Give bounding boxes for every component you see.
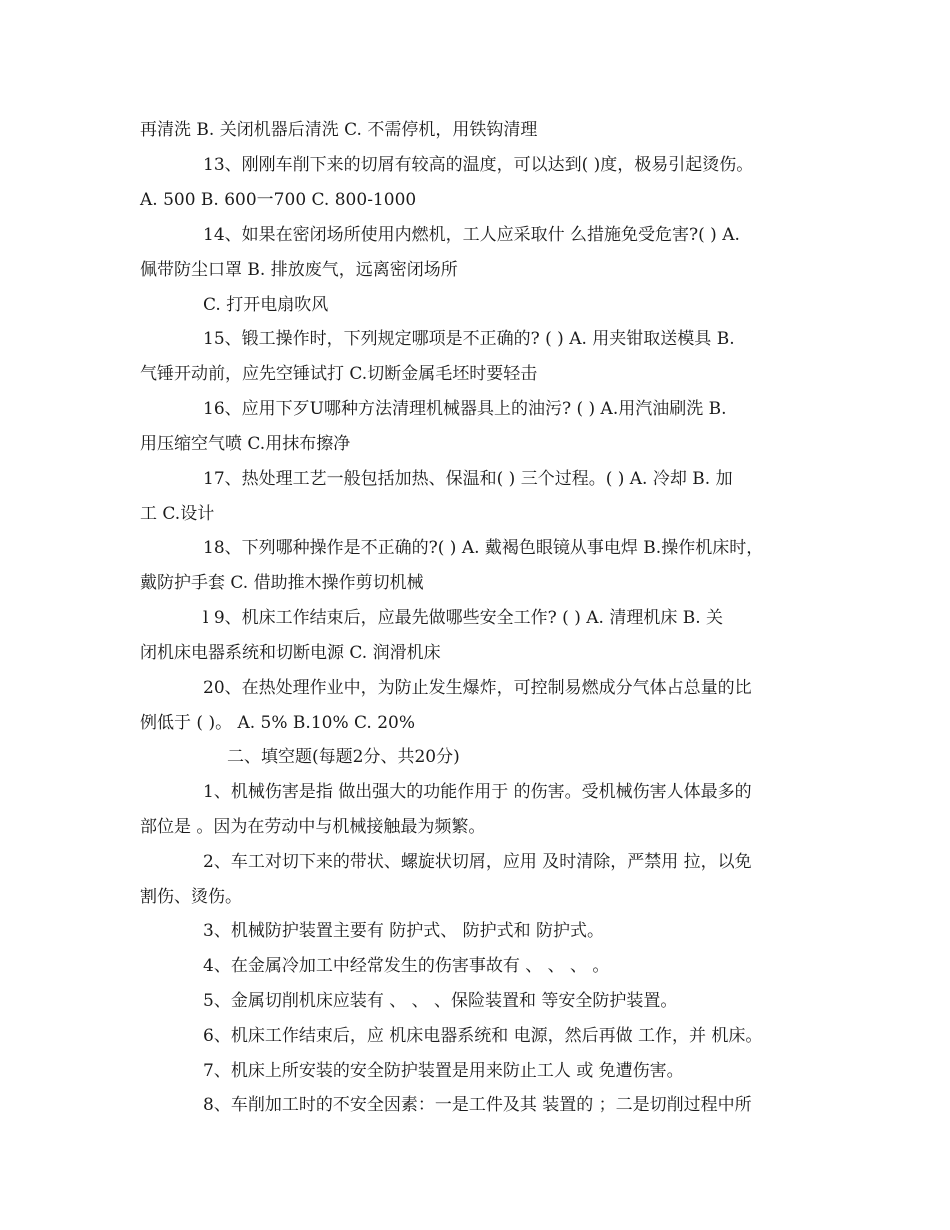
question-19: l 9、机床工作结束后，应最先做哪些安全工作? ( ) A. 清理机床 B. 关 (203, 608, 724, 628)
fill-question-4: 4、在金属冷加工中经常发生的伤害事故有 、 、 、 。 (203, 956, 610, 976)
fill-question-6: 6、机床工作结束后，应 机床电器系统和 电源，然后再做 工作，并 机床。 (203, 1026, 763, 1046)
question-20: 20、在热处理作业中，为防止发生爆炸，可控制易燃成分气体占总量的比 (203, 678, 752, 698)
text-line: 例低于 ( )。 A. 5% B.10% C. 20% (140, 713, 416, 733)
text-line: 割伤、烫伤。 (140, 887, 242, 907)
text-line: 工 C.设计 (140, 504, 215, 524)
fill-question-3: 3、机械防护装置主要有 防护式、 防护式和 防护式。 (203, 921, 605, 941)
fill-question-7: 7、机床上所安装的安全防护装置是用来防止工人 或 免遭伤害。 (203, 1061, 684, 1081)
question-18: 18、下列哪种操作是不正确的?( ) A. 戴褐色眼镜从事电焊 B.操作机床时， (203, 538, 764, 558)
question-16: 16、应用下歹U哪种方法清理机械器具上的油污? ( ) A.用汽油刷洗 B. (203, 399, 727, 419)
fill-question-5: 5、金属切削机床应装有 、 、 、保险装置和 等安全防护装置。 (203, 991, 678, 1011)
text-line: 再清洗 B. 关闭机器后清洗 C. 不需停机，用铁钩清理 (140, 120, 538, 140)
text-line: A. 500 B. 600一700 C. 800-1000 (140, 190, 417, 210)
text-line: 气锤开动前，应先空锤试打 C.切断金属毛坯时要轻击 (140, 364, 538, 384)
text-line: 戴防护手套 C. 借助推木操作剪切机械 (140, 573, 424, 593)
question-15: 15、锻工操作时，下列规定哪项是不正确的? ( ) A. 用夹钳取送模具 B. (203, 329, 735, 349)
text-line: 闭机床电器系统和切断电源 C. 润滑机床 (140, 643, 441, 663)
question-13: 13、刚刚车削下来的切屑有较高的温度，可以达到( )度，极易引起烫伤。 (203, 155, 754, 175)
fill-question-1: 1、机械伤害是指 做出强大的功能作用于 的伤害。受机械伤害人体最多的 (203, 782, 752, 802)
question-14: 14、如果在密闭场所使用内燃机，工人应采取什 么措施免受危害?( ) A. (203, 225, 740, 245)
section-heading: 二、填空题(每题2分、共20分) (227, 747, 460, 767)
fill-question-2: 2、车工对切下来的带状、螺旋状切屑，应用 及时清除，严禁用 拉，以免 (203, 852, 752, 872)
fill-question-8: 8、车削加工时的不安全因素：一是工件及其 装置的 ；二是切削过程中所 (203, 1095, 752, 1115)
text-line: 用压缩空气喷 C.用抹布擦净 (140, 434, 351, 454)
text-line: C. 打开电扇吹风 (203, 295, 329, 315)
text-line: 佩带防尘口罩 B. 排放废气，远离密闭场所 (140, 260, 458, 280)
question-17: 17、热处理工艺一般包括加热、保温和( ) 三个过程。( ) A. 冷却 B. 加 (203, 469, 733, 489)
text-line: 部位是 。因为在劳动中与机械接触最为频繁。 (140, 817, 486, 837)
